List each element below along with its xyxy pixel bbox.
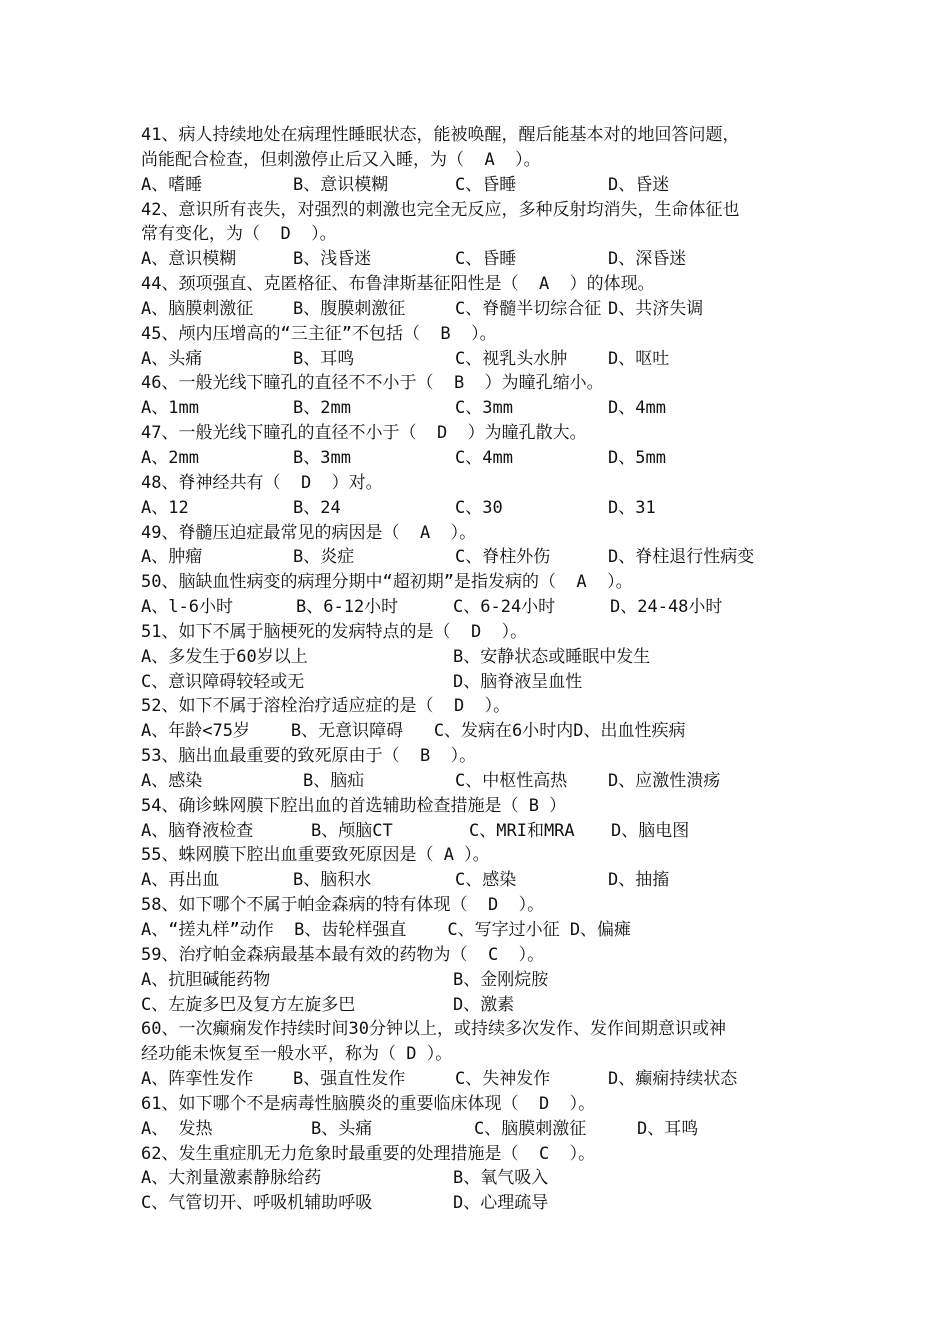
answer-option: C、昏睡: [455, 174, 517, 195]
option-row: [141, 347, 831, 372]
answer-option: A、头痛: [141, 348, 203, 369]
answer-option: B、浅昏迷: [293, 249, 372, 270]
option-row: [141, 645, 831, 670]
question-block: [141, 1092, 831, 1142]
answer-option: B、24: [293, 497, 341, 518]
answer-option: B、颅脑CT: [311, 820, 393, 841]
option-row: [141, 297, 831, 322]
answer-option: C、左旋多巴及复方左旋多巴: [141, 994, 356, 1015]
answer-option: D、脑电图: [611, 820, 690, 841]
option-row: [141, 173, 831, 198]
option-row: [141, 1166, 831, 1191]
question-stem: 尚能配合检查，但刺激停止后又入睡，为（ A ）。: [141, 149, 541, 170]
answer-option: A、脑脊液检查: [141, 820, 254, 841]
option-row: A、年龄<75岁 B、无意识障碍 C、发病在6小时内D、出血性疾病: [141, 721, 686, 742]
question-stem: 53、脑出血最重要的致死原由于（ B ）。: [141, 746, 477, 767]
option-row: [141, 819, 831, 844]
answer-option: D、呕吐: [608, 348, 670, 369]
answer-option: A、阵挛性发作: [141, 1069, 254, 1090]
answer-option: D、脑脊液呈血性: [453, 671, 583, 692]
answer-option: B、3mm: [293, 447, 351, 468]
answer-option: C、3mm: [455, 398, 513, 419]
option-row: [141, 1067, 831, 1092]
question-block: [141, 272, 831, 322]
answer-option: D、脊柱退行性病变: [608, 547, 755, 568]
answer-option: C、4mm: [455, 447, 513, 468]
answer-option: B、氧气吸入: [453, 1168, 549, 1189]
answer-option: C、脑膜刺激征: [474, 1118, 587, 1139]
option-row: [141, 968, 831, 993]
question-stem: 54、确诊蛛网膜下腔出血的首选辅助检查措施是（ B ）: [141, 795, 567, 816]
answer-option: B、2mm: [293, 398, 351, 419]
answer-option: A、1mm: [141, 398, 199, 419]
answer-option: D、应激性溃疡: [608, 770, 721, 791]
question-stem: 常有变化，为（ D ）。: [141, 224, 337, 245]
question-stem: 58、如下哪个不属于帕金森病的特有体现（ D ）。: [141, 895, 545, 916]
answer-option: D、心理疏导: [453, 1193, 549, 1214]
question-block: [141, 1142, 831, 1217]
answer-option: C、脊柱外伤: [455, 547, 551, 568]
question-stem: 60、一次癫痫发作持续时间30分钟以上，或持续多次发作、发作间期意识或神: [141, 1019, 726, 1040]
option-row: [141, 868, 831, 893]
question-stem: 经功能未恢复至一般水平，称为（ D ）。: [141, 1044, 453, 1065]
question-stem: 51、如下不属于脑梗死的发病特点的是（ D ）。: [141, 621, 528, 642]
answer-option: B、脑疝: [303, 770, 365, 791]
answer-option: B、脑积水: [293, 870, 372, 891]
option-row: [141, 1117, 831, 1142]
exam-document: [141, 123, 831, 1216]
answer-option: A、多发生于60岁以上: [141, 646, 308, 667]
answer-option: D、31: [608, 497, 656, 518]
answer-option: C、30: [455, 497, 503, 518]
answer-option: D、5mm: [608, 447, 666, 468]
question-stem: 59、治疗帕金森病最基本最有效的药物为（ C ）。: [141, 944, 545, 965]
answer-option: B、意识模糊: [293, 174, 389, 195]
option-row: [141, 595, 831, 620]
answer-option: A、抗胆碱能药物: [141, 969, 271, 990]
question-block: [141, 371, 831, 421]
answer-option: A、再出血: [141, 870, 220, 891]
option-row: [141, 1191, 831, 1216]
option-row: [141, 545, 831, 570]
answer-option: C、气管切开、呼吸机辅助呼吸: [141, 1193, 373, 1214]
question-stem: 61、如下哪个不是病毒性脑膜炎的重要临床体现（ D ）。: [141, 1093, 596, 1114]
question-stem: 48、脊神经共有（ D ）对。: [141, 472, 383, 493]
question-stem: 44、颈项强直、克匿格征、布鲁津斯基征阳性是（ A ）的体现。: [141, 274, 655, 295]
answer-option: A、大剂量激素静脉给药: [141, 1168, 322, 1189]
question-block: [141, 521, 831, 571]
answer-option: C、感染: [455, 870, 517, 891]
answer-option: C、6-24小时: [453, 597, 556, 618]
answer-option: A、2mm: [141, 447, 199, 468]
option-row: [141, 396, 831, 421]
answer-option: B、6-12小时: [296, 597, 399, 618]
answer-option: A、嗜睡: [141, 174, 203, 195]
question-stem: 46、一般光线下瞳孔的直径不不小于（ B ）为瞳孔缩小。: [141, 373, 604, 394]
option-row: [141, 247, 831, 272]
answer-option: D、激素: [453, 994, 515, 1015]
answer-option: A、l-6小时: [141, 597, 233, 618]
question-stem: 50、脑缺血性病变的病理分期中“超初期”是指发病的（ A ）。: [141, 572, 633, 593]
question-block: [141, 893, 831, 943]
question-block: [141, 744, 831, 794]
answer-option: B、炎症: [293, 547, 355, 568]
question-block: [141, 1017, 831, 1092]
option-row: [141, 670, 831, 695]
answer-option: A、意识模糊: [141, 249, 237, 270]
answer-option: A、12: [141, 497, 189, 518]
answer-option: D、癫痫持续状态: [608, 1069, 738, 1090]
question-stem: 47、一般光线下瞳孔的直径不小于（ D ）为瞳孔散大。: [141, 423, 587, 444]
question-block: [141, 421, 831, 471]
option-row: [141, 446, 831, 471]
answer-option: C、脊髓半切综合征: [455, 298, 602, 319]
question-block: [141, 794, 831, 844]
question-block: [141, 198, 831, 273]
question-stem: 42、意识所有丧失，对强烈的刺激也完全无反应，多种反射均消失，生命体征也: [141, 199, 740, 220]
answer-option: D、深昏迷: [608, 249, 687, 270]
answer-option: B、腹膜刺激征: [293, 298, 406, 319]
option-row: [141, 496, 831, 521]
question-block: [141, 943, 831, 1018]
option-row: A、“搓丸样”动作 B、齿轮样强直 C、写字过小征 D、偏瘫: [141, 920, 632, 940]
answer-option: B、耳鸣: [293, 348, 355, 369]
answer-option: A、肿瘤: [141, 547, 203, 568]
answer-option: D、抽搐: [608, 870, 670, 891]
answer-option: D、耳鸣: [637, 1118, 699, 1139]
question-block: [141, 843, 831, 893]
answer-option: B、头痛: [311, 1118, 373, 1139]
question-stem: 52、如下不属于溶栓治疗适应症的是（ D ）。: [141, 696, 511, 717]
answer-option: B、强直性发作: [293, 1069, 406, 1090]
question-stem: 55、蛛网膜下腔出血重要致死原因是（ A ）。: [141, 845, 490, 866]
option-row: [141, 993, 831, 1018]
answer-option: D、昏迷: [608, 174, 670, 195]
answer-option: C、昏睡: [455, 249, 517, 270]
answer-option: D、4mm: [608, 398, 666, 419]
question-block: [141, 570, 831, 620]
question-stem: 62、发生重症肌无力危象时最重要的处理措施是（ C ）。: [141, 1143, 596, 1164]
question-stem: 49、脊髓压迫症最常见的病因是（ A ）。: [141, 522, 477, 543]
option-row: [141, 769, 831, 794]
answer-option: C、失神发作: [455, 1069, 551, 1090]
answer-option: C、MRI和MRA: [469, 820, 575, 841]
question-block: [141, 123, 831, 198]
answer-option: C、视乳头水肿: [455, 348, 568, 369]
answer-option: D、共济失调: [608, 298, 704, 319]
answer-option: C、意识障碍较轻或无: [141, 671, 305, 692]
question-stem: 41、病人持续地处在病理性睡眠状态，能被唤醒，醒后能基本对的地回答问题，: [141, 125, 740, 145]
answer-option: A、脑膜刺激征: [141, 298, 254, 319]
question-block: [141, 620, 831, 695]
answer-option: B、安静状态或睡眠中发生: [453, 646, 651, 667]
question-block: [141, 694, 831, 744]
question-block: [141, 471, 831, 521]
answer-option: B、金刚烷胺: [453, 969, 549, 990]
question-stem: 45、颅内压增高的“三主征”不包括（ B ）。: [141, 323, 497, 344]
answer-option: D、24-48小时: [610, 597, 723, 618]
answer-option: C、中枢性高热: [455, 770, 568, 791]
answer-option: A、 发热: [141, 1118, 213, 1139]
question-block: [141, 322, 831, 372]
answer-option: A、感染: [141, 770, 203, 791]
